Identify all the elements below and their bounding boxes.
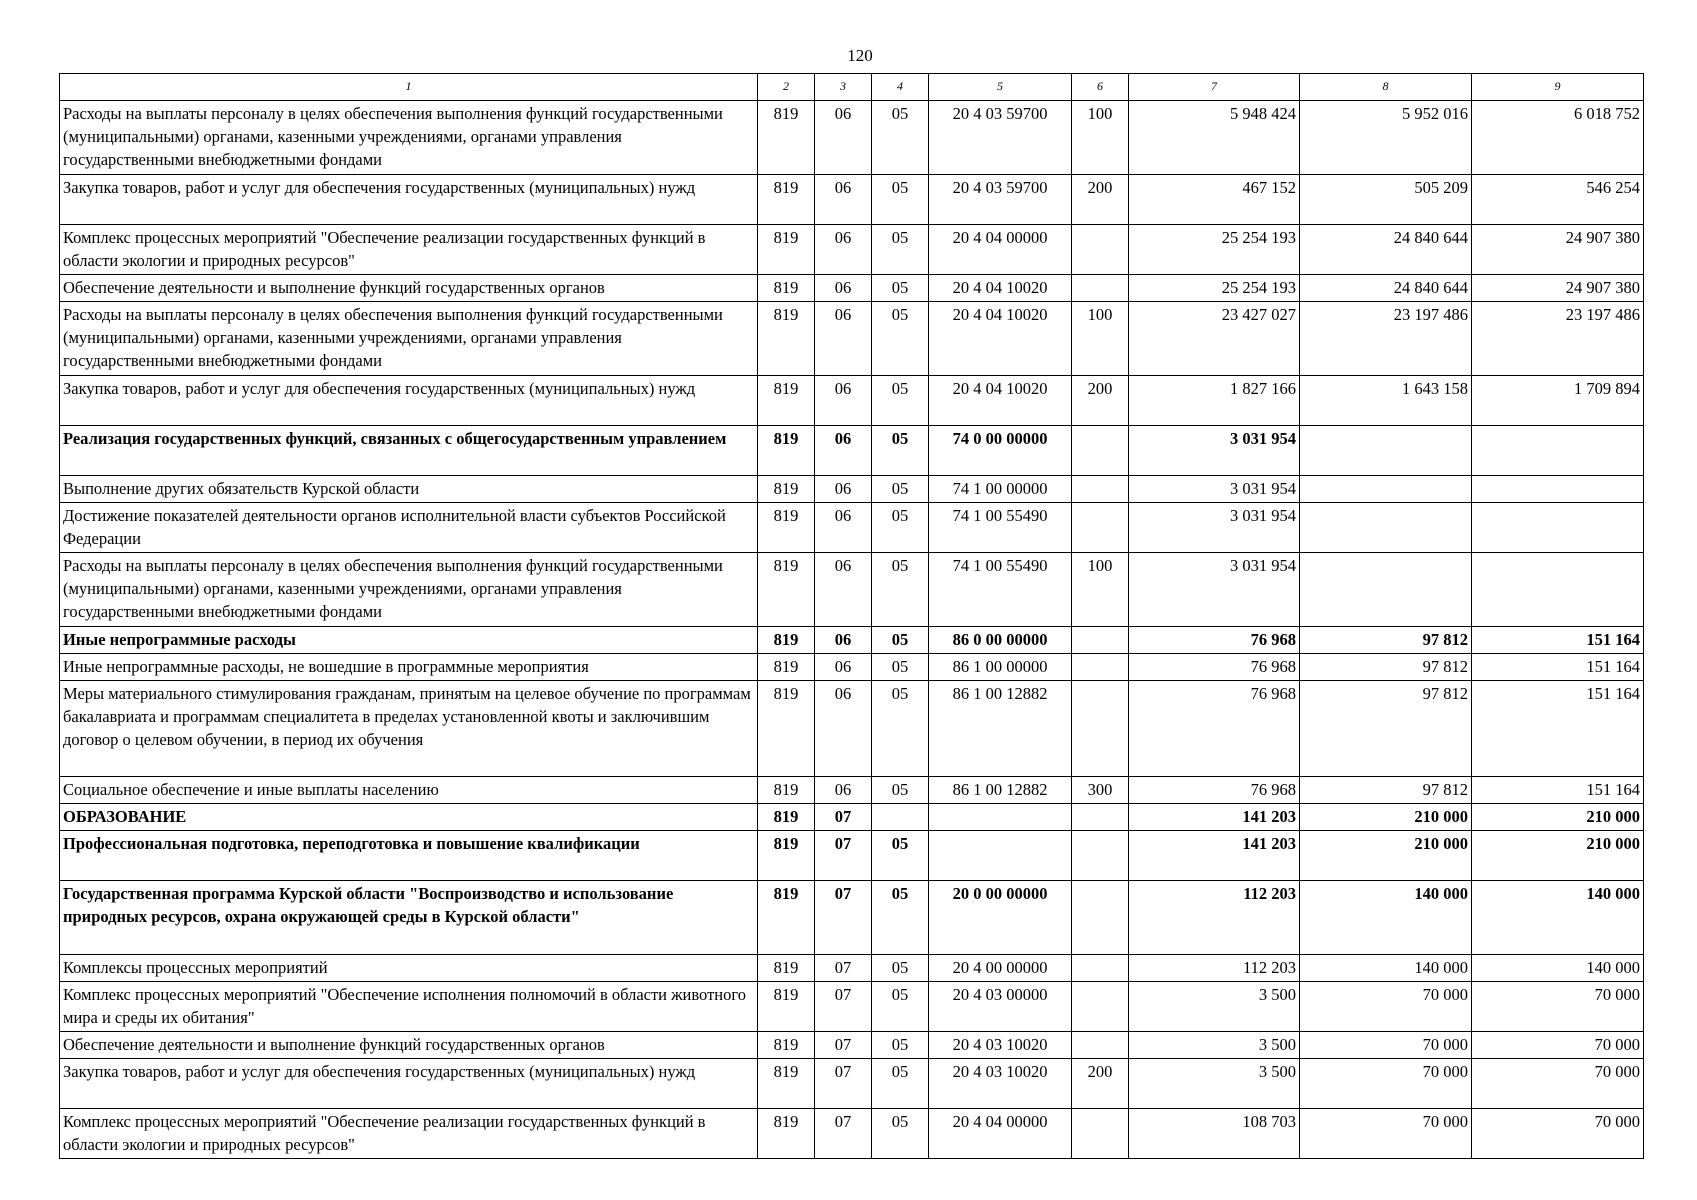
row-target-article [929,804,1072,831]
column-number-row [60,74,1644,101]
row-name: Обеспечение деятельности и выполнение функций государственных органов [60,275,758,302]
row-name: Расходы на выплаты персоналу в целях обеспечения выполнения функций государственными (муниципальными) органами, казенными учреждениями, органами управления государственными внебюджетными фондами [60,302,758,376]
row-amount-1: 3 031 954 [1129,503,1300,553]
row-amount-2: 97 812 [1300,654,1472,681]
row-ved-code: 819 [758,426,815,476]
row-amount-3: 70 000 [1472,1109,1644,1159]
row-section-code: 06 [815,175,872,225]
row-amount-1: 25 254 193 [1129,225,1300,275]
row-subsection-code: 05 [872,376,929,426]
row-ved-code: 819 [758,175,815,225]
row-amount-3: 1 709 894 [1472,376,1644,426]
row-section-code: 06 [815,654,872,681]
row-amount-1: 25 254 193 [1129,275,1300,302]
row-amount-3: 151 164 [1472,681,1644,777]
row-name: Расходы на выплаты персоналу в целях обеспечения выполнения функций государственными (муниципальными) органами, казенными учреждениями, органами управления государственными внебюджетными фондами [60,101,758,175]
row-name: Профессиональная подготовка, переподготовка и повышение квалификации [60,831,758,881]
row-amount-1: 1 827 166 [1129,376,1300,426]
row-ved-code: 819 [758,1109,815,1159]
row-amount-1: 3 031 954 [1129,553,1300,627]
row-expense-type [1072,476,1129,503]
row-subsection-code: 05 [872,681,929,777]
row-subsection-code: 05 [872,553,929,627]
row-name: Комплексы процессных мероприятий [60,955,758,982]
row-amount-2: 5 952 016 [1300,101,1472,175]
table-row [60,1109,1644,1159]
row-name: Комплекс процессных мероприятий "Обеспечение реализации государственных функций в области экологии и природных ресурсов" [60,1109,758,1159]
table-row [60,982,1644,1032]
row-subsection-code: 05 [872,175,929,225]
row-name: Иные непрограммные расходы, не вошедшие в программные мероприятия [60,654,758,681]
row-amount-1: 23 427 027 [1129,302,1300,376]
row-amount-2: 210 000 [1300,831,1472,881]
row-amount-1: 76 968 [1129,777,1300,804]
row-amount-1: 141 203 [1129,831,1300,881]
row-amount-2 [1300,503,1472,553]
row-name: Обеспечение деятельности и выполнение функций государственных органов [60,1032,758,1059]
row-name: Комплекс процессных мероприятий "Обеспечение реализации государственных функций в области экологии и природных ресурсов" [60,225,758,275]
row-amount-3: 210 000 [1472,804,1644,831]
row-expense-type [1072,681,1129,777]
row-ved-code: 819 [758,831,815,881]
row-subsection-code: 05 [872,627,929,654]
row-target-article: 20 4 03 59700 [929,175,1072,225]
row-amount-3: 151 164 [1472,777,1644,804]
row-amount-1: 3 031 954 [1129,476,1300,503]
row-target-article: 74 0 00 00000 [929,426,1072,476]
row-target-article: 86 1 00 12882 [929,777,1072,804]
row-amount-1: 76 968 [1129,654,1300,681]
row-ved-code: 819 [758,681,815,777]
row-name: Закупка товаров, работ и услуг для обеспечения государственных (муниципальных) нужд [60,1059,758,1109]
row-amount-2: 505 209 [1300,175,1472,225]
row-ved-code: 819 [758,804,815,831]
column-header: 1 [60,74,758,101]
row-section-code: 06 [815,275,872,302]
row-target-article: 20 4 00 00000 [929,955,1072,982]
row-name: ОБРАЗОВАНИЕ [60,804,758,831]
row-target-article: 20 4 04 10020 [929,275,1072,302]
table-row [60,777,1644,804]
table-row [60,627,1644,654]
table-row [60,955,1644,982]
row-name: Комплекс процессных мероприятий "Обеспечение исполнения полномочий в области животного мира и среды их обитания" [60,982,758,1032]
table-row [60,476,1644,503]
row-name: Социальное обеспечение и иные выплаты населению [60,777,758,804]
column-header: 9 [1472,74,1644,101]
row-target-article: 20 4 04 10020 [929,376,1072,426]
column-header: 4 [872,74,929,101]
row-name: Выполнение других обязательств Курской области [60,476,758,503]
row-subsection-code: 05 [872,275,929,302]
row-subsection-code: 05 [872,302,929,376]
row-expense-type: 200 [1072,376,1129,426]
row-amount-3: 6 018 752 [1472,101,1644,175]
row-expense-type [1072,627,1129,654]
table-row [60,302,1644,376]
row-subsection-code: 05 [872,955,929,982]
column-header: 5 [929,74,1072,101]
row-section-code: 07 [815,955,872,982]
row-target-article: 20 4 03 10020 [929,1059,1072,1109]
row-ved-code: 819 [758,225,815,275]
row-ved-code: 819 [758,627,815,654]
row-expense-type [1072,804,1129,831]
row-amount-1: 3 500 [1129,1032,1300,1059]
row-amount-2: 97 812 [1300,627,1472,654]
table-row [60,376,1644,426]
row-expense-type [1072,654,1129,681]
row-amount-2 [1300,476,1472,503]
row-amount-2: 24 840 644 [1300,225,1472,275]
row-expense-type: 200 [1072,1059,1129,1109]
row-subsection-code [872,804,929,831]
row-expense-type: 100 [1072,553,1129,627]
budget-table [59,73,1644,1159]
row-amount-2: 97 812 [1300,681,1472,777]
row-target-article: 20 4 04 00000 [929,1109,1072,1159]
table-row [60,225,1644,275]
row-ved-code: 819 [758,101,815,175]
row-subsection-code: 05 [872,831,929,881]
page-number: 120 [847,46,873,65]
row-expense-type [1072,426,1129,476]
row-target-article: 20 4 03 59700 [929,101,1072,175]
row-ved-code: 819 [758,1059,815,1109]
row-ved-code: 819 [758,1032,815,1059]
row-target-article: 74 1 00 55490 [929,503,1072,553]
row-section-code: 06 [815,225,872,275]
row-expense-type [1072,503,1129,553]
row-section-code: 07 [815,881,872,955]
row-section-code: 06 [815,376,872,426]
row-ved-code: 819 [758,553,815,627]
table-row [60,804,1644,831]
row-expense-type [1072,1032,1129,1059]
column-header: 2 [758,74,815,101]
row-target-article: 20 0 00 00000 [929,881,1072,955]
row-amount-2: 210 000 [1300,804,1472,831]
row-amount-2: 70 000 [1300,1059,1472,1109]
table-row [60,175,1644,225]
table-row [60,654,1644,681]
row-amount-3 [1472,476,1644,503]
table-row [60,1059,1644,1109]
column-header: 7 [1129,74,1300,101]
row-expense-type [1072,881,1129,955]
row-target-article: 20 4 04 00000 [929,225,1072,275]
row-amount-2: 24 840 644 [1300,275,1472,302]
row-amount-3: 546 254 [1472,175,1644,225]
row-expense-type [1072,275,1129,302]
row-target-article: 86 1 00 12882 [929,681,1072,777]
row-section-code: 06 [815,777,872,804]
row-name: Достижение показателей деятельности органов исполнительной власти субъектов Российской Федерации [60,503,758,553]
row-subsection-code: 05 [872,982,929,1032]
row-target-article: 74 1 00 55490 [929,553,1072,627]
row-section-code: 07 [815,831,872,881]
row-ved-code: 819 [758,302,815,376]
row-subsection-code: 05 [872,476,929,503]
table-row [60,426,1644,476]
row-amount-1: 5 948 424 [1129,101,1300,175]
row-expense-type [1072,982,1129,1032]
table-row [60,553,1644,627]
row-subsection-code: 05 [872,1109,929,1159]
row-amount-3: 24 907 380 [1472,275,1644,302]
row-amount-3 [1472,503,1644,553]
column-header: 8 [1300,74,1472,101]
row-amount-2: 23 197 486 [1300,302,1472,376]
row-section-code: 06 [815,426,872,476]
row-target-article: 86 0 00 00000 [929,627,1072,654]
row-amount-1: 467 152 [1129,175,1300,225]
row-amount-3: 70 000 [1472,1059,1644,1109]
row-amount-2: 140 000 [1300,881,1472,955]
row-subsection-code: 05 [872,1032,929,1059]
row-ved-code: 819 [758,476,815,503]
row-expense-type [1072,225,1129,275]
row-ved-code: 819 [758,376,815,426]
row-target-article: 20 4 03 10020 [929,1032,1072,1059]
column-header: 3 [815,74,872,101]
table-row [60,101,1644,175]
row-name: Меры материального стимулирования гражданам, принятым на целевое обучение по программам бакалавриата и программам специалитета в пределах установленной квоты и заключившим договор о целевом обучении, в период их обучения [60,681,758,777]
row-subsection-code: 05 [872,101,929,175]
row-expense-type: 100 [1072,101,1129,175]
row-amount-2: 70 000 [1300,1109,1472,1159]
row-ved-code: 819 [758,881,815,955]
row-section-code: 07 [815,982,872,1032]
row-amount-2: 140 000 [1300,955,1472,982]
row-subsection-code: 05 [872,654,929,681]
row-expense-type [1072,831,1129,881]
row-subsection-code: 05 [872,225,929,275]
row-ved-code: 819 [758,503,815,553]
row-section-code: 07 [815,1032,872,1059]
table-row [60,503,1644,553]
row-amount-1: 76 968 [1129,681,1300,777]
table-row [60,681,1644,777]
row-amount-3: 210 000 [1472,831,1644,881]
row-amount-2 [1300,426,1472,476]
row-amount-3: 24 907 380 [1472,225,1644,275]
row-target-article: 86 1 00 00000 [929,654,1072,681]
row-ved-code: 819 [758,777,815,804]
row-amount-1: 3 500 [1129,982,1300,1032]
row-target-article [929,831,1072,881]
row-name: Реализация государственных функций, связанных с общегосударственным управлением [60,426,758,476]
row-section-code: 06 [815,101,872,175]
row-amount-3: 140 000 [1472,881,1644,955]
table-row [60,881,1644,955]
row-section-code: 07 [815,804,872,831]
row-name: Закупка товаров, работ и услуг для обеспечения государственных (муниципальных) нужд [60,376,758,426]
row-ved-code: 819 [758,654,815,681]
row-subsection-code: 05 [872,426,929,476]
row-amount-2: 1 643 158 [1300,376,1472,426]
row-section-code: 06 [815,476,872,503]
row-amount-3: 151 164 [1472,627,1644,654]
table-row [60,831,1644,881]
row-amount-1: 108 703 [1129,1109,1300,1159]
row-section-code: 07 [815,1059,872,1109]
row-amount-1: 112 203 [1129,881,1300,955]
row-amount-1: 76 968 [1129,627,1300,654]
row-amount-3: 70 000 [1472,982,1644,1032]
row-amount-1: 112 203 [1129,955,1300,982]
table-row [60,275,1644,302]
row-ved-code: 819 [758,955,815,982]
row-subsection-code: 05 [872,503,929,553]
row-subsection-code: 05 [872,777,929,804]
row-expense-type [1072,1109,1129,1159]
row-name: Государственная программа Курской области "Воспроизводство и использование природных ресурсов, охрана окружающей среды в Курской области" [60,881,758,955]
row-section-code: 06 [815,302,872,376]
row-expense-type: 100 [1072,302,1129,376]
row-section-code: 06 [815,553,872,627]
row-amount-1: 3 500 [1129,1059,1300,1109]
column-header: 6 [1072,74,1129,101]
row-amount-2: 70 000 [1300,1032,1472,1059]
row-amount-1: 3 031 954 [1129,426,1300,476]
row-amount-2: 70 000 [1300,982,1472,1032]
row-section-code: 06 [815,681,872,777]
row-amount-3 [1472,553,1644,627]
row-expense-type: 200 [1072,175,1129,225]
row-subsection-code: 05 [872,1059,929,1109]
row-amount-2 [1300,553,1472,627]
row-amount-2: 97 812 [1300,777,1472,804]
row-ved-code: 819 [758,982,815,1032]
row-amount-3: 70 000 [1472,1032,1644,1059]
row-target-article: 74 1 00 00000 [929,476,1072,503]
row-amount-3: 140 000 [1472,955,1644,982]
row-amount-3: 151 164 [1472,654,1644,681]
table-row [60,1032,1644,1059]
row-section-code: 07 [815,1109,872,1159]
row-subsection-code: 05 [872,881,929,955]
row-section-code: 06 [815,627,872,654]
row-target-article: 20 4 04 10020 [929,302,1072,376]
row-section-code: 06 [815,503,872,553]
row-expense-type [1072,955,1129,982]
row-name: Иные непрограммные расходы [60,627,758,654]
row-amount-3 [1472,426,1644,476]
row-name: Расходы на выплаты персоналу в целях обеспечения выполнения функций государственными (муниципальными) органами, казенными учреждениями, органами управления государственными внебюджетными фондами [60,553,758,627]
row-amount-1: 141 203 [1129,804,1300,831]
row-ved-code: 819 [758,275,815,302]
row-amount-3: 23 197 486 [1472,302,1644,376]
row-name: Закупка товаров, работ и услуг для обеспечения государственных (муниципальных) нужд [60,175,758,225]
row-expense-type: 300 [1072,777,1129,804]
row-target-article: 20 4 03 00000 [929,982,1072,1032]
